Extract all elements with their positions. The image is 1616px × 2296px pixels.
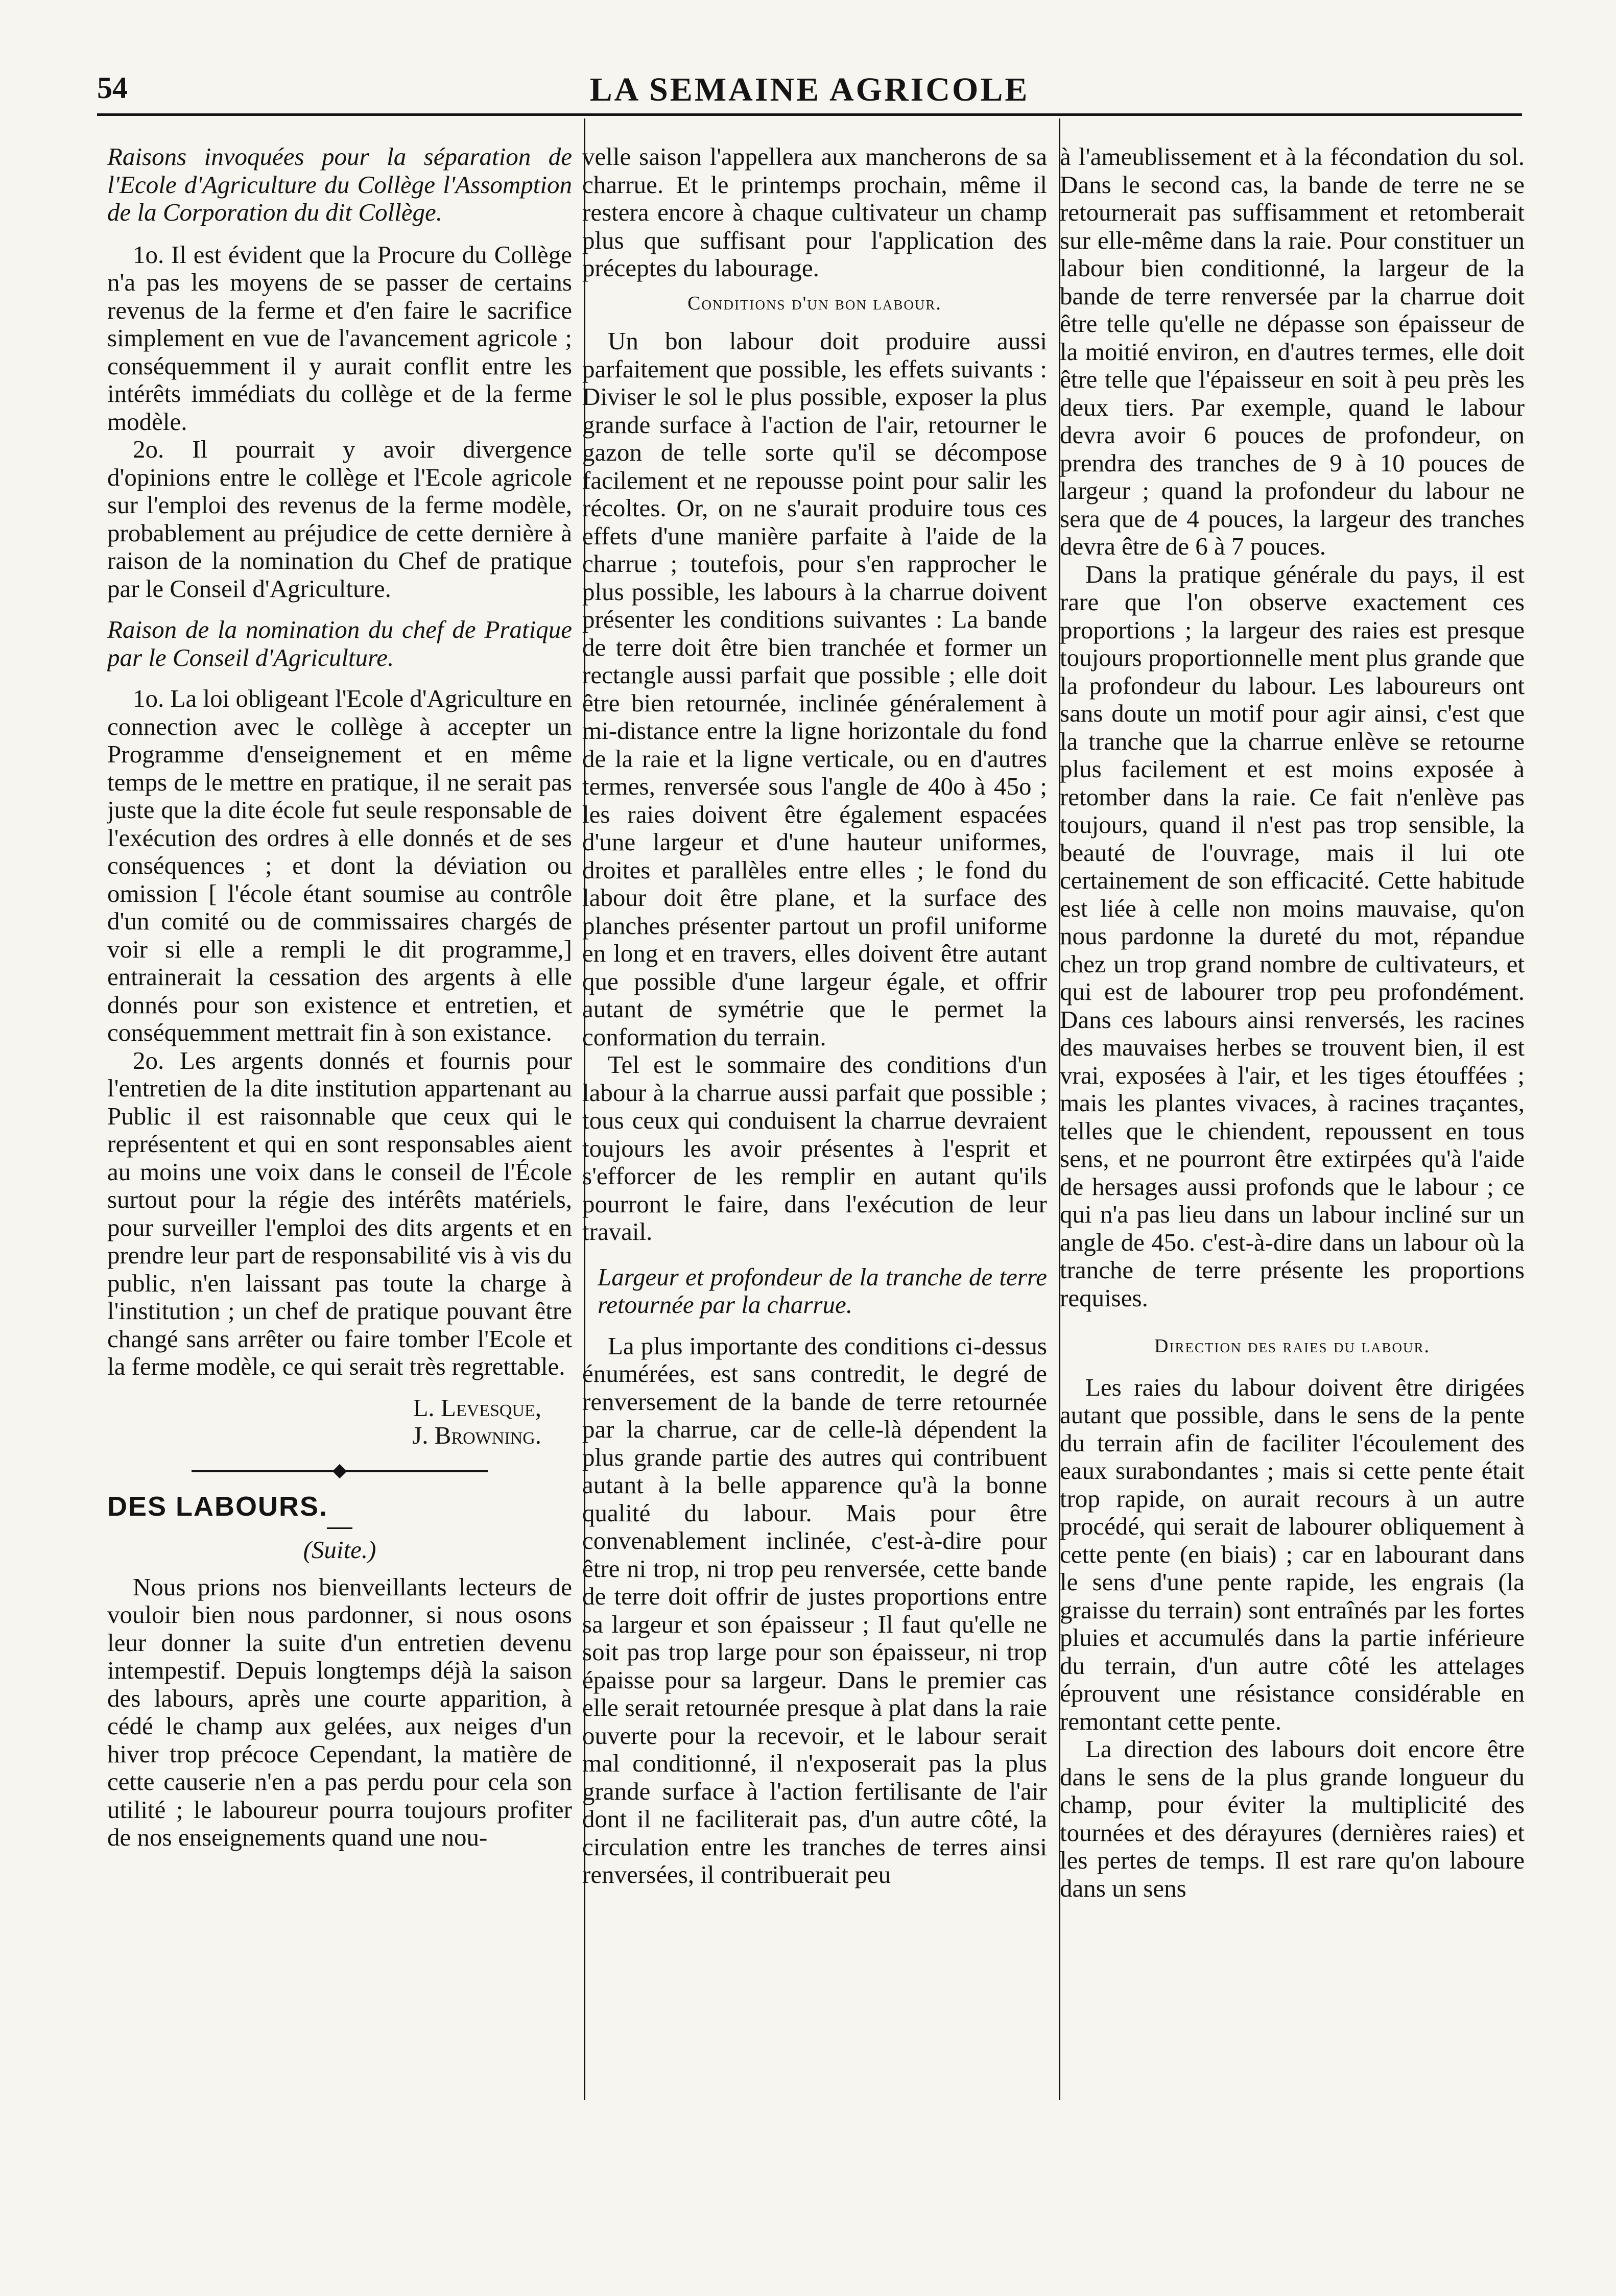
column-3 xyxy=(1060,143,1525,2114)
title-rule xyxy=(327,1527,352,1529)
signature-levesque: L. Levesque, xyxy=(413,1393,541,1422)
article-separator xyxy=(192,1470,488,1472)
page-header xyxy=(97,70,1522,109)
page-number: 54 xyxy=(97,71,128,105)
paragraph: Nous prions nos bienveillants lecteurs de vouloir bien nous pardonner, si nous osons leur donner la suite d'un entretien devenu intempestif. Depuis longtemps déjà la saison des labours, après une courte apparition, à cédé le champ aux gelées, aux neiges d'un hiver trop précoce Cependant, la matière de cette causerie n'en a pas perdu pour cela son utilité ; le laboureur pourra toujours profiter de nos enseignements quand une nou- xyxy=(107,1572,572,1851)
paragraph: Un bon labour doit produire aussi parfaitement que possible, les effets suivants : Diviser le sol le plus possible, exposer la plus grande surface à l'action de l'air, retourner le gazon de telle sorte qu'il se décompose facilement et ne repousse point pour salir les récoltes. Or, on ne s'aurait produire tous ces effets d'une manière parfaite à l'aide de la charrue ; toutefois, pour s'en rapprocher le plus possible, les labours à la charrue doivent présenter les conditions suivantes : La bande de terre doit être bien tranchée et former un rectangle aussi parfait que possible ; elle doit être bien retournée, inclinée généralement à mi-distance entre la ligne horizontale du fond de la raie et la ligne verticale, ou en d'autres termes, renversée sous l'angle de 40o à 45o ; les raies doivent être également espacées d'une largeur et d'une hauteur uniformes, droites et parallèles entre elles ; le fond du labour doit être plane, et la surface des planches présenter partout un profil uniforme en long et en travers, elles doivent être autant que possible d'une largeur égale, et offrir autant de symétrie que le permet la conformation du terrain. xyxy=(582,327,1047,1051)
masthead: LA SEMAINE AGRICOLE xyxy=(589,71,1030,108)
article-suite: (Suite.) xyxy=(303,1536,376,1564)
paragraph: Dans la pratique générale du pays, il est rare que l'on observe exactement ces proportions ; la largeur des raies est presque toujours proportionnelle ment plus grande que la profondeur du labour. Les laboureurs ont sans doute un motif pour agir ainsi, c'est que la tranche que la charrue enlève se retourne plus facilement et est moins exposée à retomber dans la raie. Ce fait n'enlève pas toujours, quand il n'est pas trop sensible, la beauté de l'ouvrage, mais il lui ote certainement de son efficacité. Cette habitude est liée à celle non moins mauvaise, qu'on nous pardonne la dureté du mot, répandue chez un trop grand nombre de cultivateurs, et qui est de labourer trop peu profondément. Dans ces labours ainsi renversés, les racines des mauvaises herbes se trouvent bien, il est vrai, exposées à l'air, et les tiges étouffées ; mais les plantes vivaces, à racines traçantes, telles que le chiendent, repoussent en tous sens, et ne pourront être extirpées qu'à l'aide de hersages aussi profonds que le labour ; ce qui n'a pas lieu dans un labour incliné sur un angle de 45o. c'est-à-dire dans un labour où la tranche de terre présente les proportions requises. xyxy=(1060,560,1525,1312)
paragraph: Les raies du labour doivent être dirigées autant que possible, dans le sens de la pente du terrain afin de faciliter l'écoulement des eaux surabondantes ; mais si cette pente était trop rapide, on aurait recours à un autre procédé, qui serait de labourer obliquement à cette pente (en biais) ; car en labourant dans le sens d'une pente rapide, les engrais (la graisse du terrain) sont entraînés par les fortes pluies et accumulés dans la partie inférieure du terrain, d'un autre côté les attelages éprouvent une résistance considérable en remontant cette pente. xyxy=(1060,1373,1525,1735)
section-heading-separation: Raisons invoquées pour la séparation de l'Ecole d'Agriculture du Collège l'Assomption de la Corporation du dit Collège. xyxy=(107,143,572,226)
column-2 xyxy=(582,143,1047,2114)
section-heading-direction: Direction des raies du labour. xyxy=(1154,1335,1430,1357)
signature-browning: J. Browning. xyxy=(412,1421,541,1449)
paragraph: 2o. Il pourrait y avoir divergence d'opinions entre le collège et l'Ecole agricole sur l'emploi des revenus de la ferme modèle, probablement au préjudice de cette dernière à raison de la nomination du Chef de pratique par le Conseil d'Agriculture. xyxy=(107,435,572,603)
paragraph: La direction des labours doit encore être dans le sens de la plus grande longueur du champ, pour éviter la multiplicité des tournées et des dérayures (dernières raies) et les pertes de temps. Il est rare qu'on laboure dans un sens xyxy=(1060,1735,1525,1902)
paragraph: Tel est le sommaire des conditions d'un labour à la charrue aussi parfait que possible ; tous ceux qui conduisent la charrue devraient toujours les avoir présentes à l'esprit et s'efforcer de les remplir en autant qu'ils pourront le faire, dans l'exécution de leur travail. xyxy=(582,1050,1047,1246)
paragraph: velle saison l'appellera aux mancherons de sa charrue. Et le printemps prochain, même il restera encore à chaque cultivateur un champ plus que suffisant pour l'application des préceptes du labourage. xyxy=(582,143,1047,282)
section-heading-nomination: Raison de la nomination du chef de Pratique par le Conseil d'Agriculture. xyxy=(107,615,572,672)
article-title: DES LABOURS. xyxy=(107,1491,328,1522)
paragraph: à l'ameublissement et à la fécondation du sol. Dans le second cas, la bande de terre ne se retournerait pas suffisamment et retomberait sur elle-même dans la raie. Pour constituer un labour bien conditionné, la largeur de la bande de terre renversée par la charrue doit être telle qu'elle ne dépasse son épaisseur de la moitié environ, en d'autres termes, elle doit être telle que l'épaisseur en soit à peu près les deux tiers. Par exemple, quand le labour devra avoir 6 pouces de profondeur, on prendra des tranches de 9 à 10 pouces de largeur ; quand la profondeur du labour ne sera que de 4 pouces, la largeur des tranches devra être de 6 à 7 pouces. xyxy=(1060,143,1525,560)
paragraph: 2o. Les argents donnés et fournis pour l'entretien de la dite institution appartenant au Public il est raisonnable que ceux qui le représentent et qui en sont responsables aient au moins une voix dans le conseil de l'École surtout pour la régie des intérêts matériels, pour surveiller l'emploi des dits argents et en prendre leur part de responsabilité vis à vis du public, n'en laissant pas toute la charge à l'institution ; un chef de pratique pouvant être changé sans arrêter ou faire tomber l'Ecole et la ferme modèle, ce qui serait très regrettable. xyxy=(107,1046,572,1380)
paragraph: 1o. Il est évident que la Procure du Collège n'a pas les moyens de se passer de certains revenus de la ferme et d'en faire le sacrifice simplement en vue de l'avancement agricole ; conséquemment il y aurait conflit entre les intérêts immédiats du collège et de la ferme modèle. xyxy=(107,240,572,436)
section-heading-conditions: Conditions d'un bon labour. xyxy=(687,292,942,314)
column-1 xyxy=(107,143,572,2114)
paragraph: La plus importante des conditions ci-dessus énumérées, est sans contredit, le degré de renversement de la bande de terre retournée par la charrue, car de celle-là dépendent la plus grande partie des autres qui contribuent autant à la belle apparence qu'à la bonne qualité du labour. Mais pour être convenablement inclinée, c'est-à-dire pour être ni trop, ni trop peu renversée, cette bande de terre doit offrir de justes proportions entre sa largeur et son épaisseur ; Il faut qu'elle ne soit pas trop large pour son épaisseur, ni trop épaisse pour sa largeur. Dans le premier cas elle serait retournée presque à plat dans la raie ouverte pour la recevoir, et le labour serait mal conditionné, il n'exposerait pas la plus grande surface à l'action fertilisante de l'air dont il ne faciliterait pas, d'un autre côté, la circulation entre les tranches de terres ainsi renversées, il contribuerait peu xyxy=(582,1331,1047,1888)
header-rule xyxy=(97,113,1522,116)
section-heading-largeur: Largeur et profondeur de la tranche de terre retournée par la charrue. xyxy=(598,1262,1047,1319)
paragraph: 1o. La loi obligeant l'Ecole d'Agriculture en connection avec le collège à accepter un Programme d'enseignement et en même temps de le mettre en pratique, il ne serait pas juste que la dite école fut seule responsable de l'exécution des ordres à elle donnés et de ses conséquences ; et dont la déviation ou omission [ l'école étant soumise au contrôle d'un comité ou de commissaires chargés de voir si elle a rempli le dit programme,] entrainerait la cessation des argents à elle donnés pour son existence et entretien, et conséquemment mettrait fin à son existance. xyxy=(107,684,572,1046)
